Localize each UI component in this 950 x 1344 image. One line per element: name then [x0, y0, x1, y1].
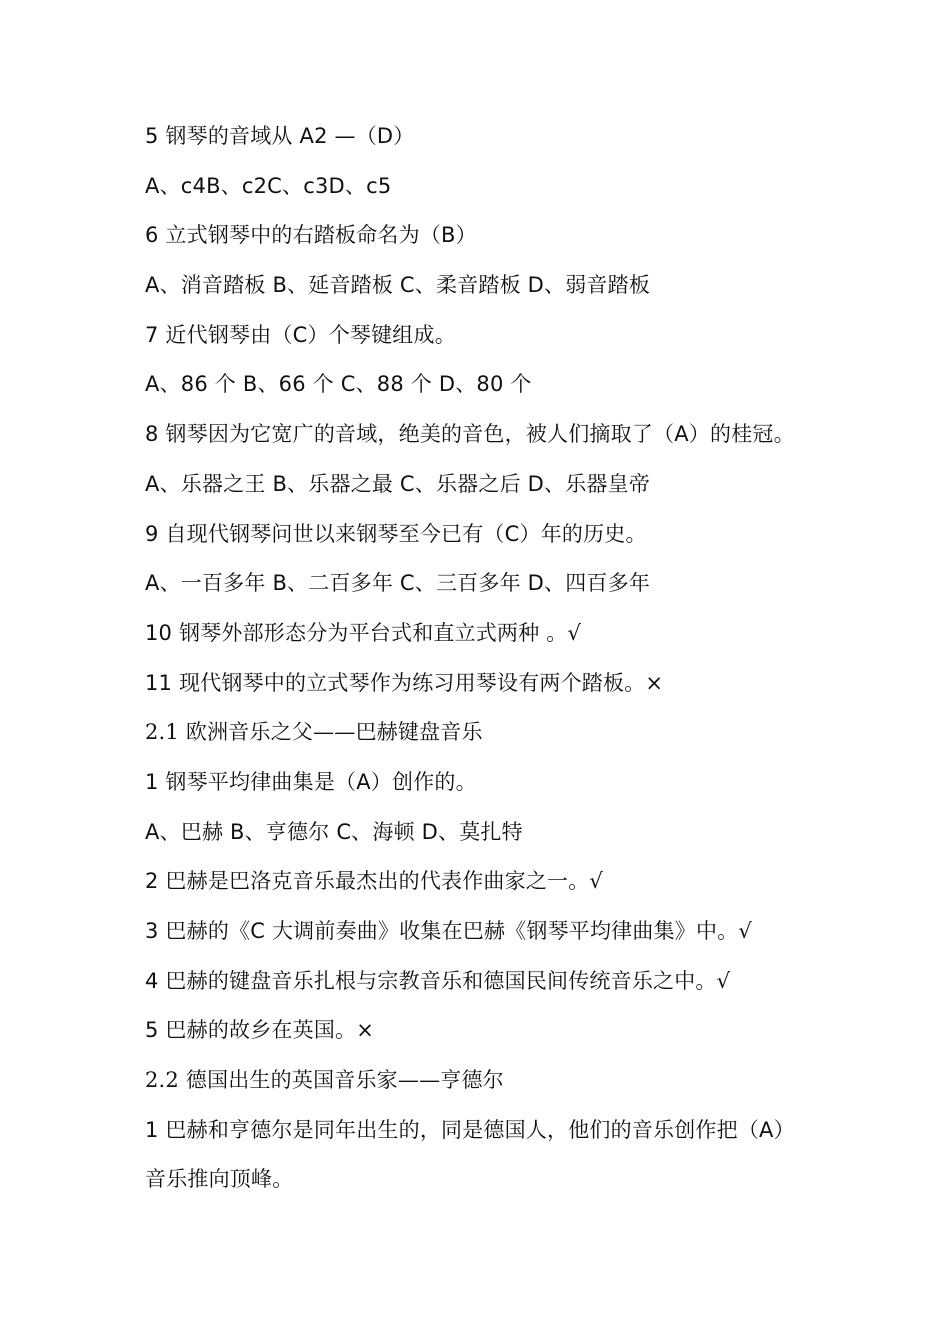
section-heading: 2.2 德国出生的英国音乐家——亨德尔: [145, 1068, 504, 1093]
question-line: 7 近代钢琴由（C）个琴键组成。: [145, 322, 456, 347]
judgment-line: 4 巴赫的键盘音乐扎根与宗教音乐和德国民间传统音乐之中。√: [145, 968, 731, 993]
options-line: A、巴赫 B、亨德尔 C、海顿 D、莫扎特: [145, 819, 523, 844]
options-line: A、乐器之王 B、乐器之最 C、乐器之后 D、乐器皇帝: [145, 471, 651, 496]
section-heading: 2.1 欧洲音乐之父——巴赫键盘音乐: [145, 720, 483, 745]
question-line: 5 钢琴的音域从 A2 —（D）: [145, 124, 415, 148]
options-line: A、86 个 B、66 个 C、88 个 D、80 个: [145, 372, 532, 397]
question-line: 1 钢琴平均律曲集是（A）创作的。: [145, 769, 477, 794]
judgment-line: 11 现代钢琴中的立式琴作为练习用琴设有两个踏板。×: [145, 670, 664, 695]
options-line: A、c4B、c2C、c3D、c5: [145, 173, 392, 198]
judgment-line: 10 钢琴外部形态分为平台式和直立式两种 。√: [145, 620, 582, 645]
question-line: 1 巴赫和亨德尔是同年出生的，同是德国人，他们的音乐创作把（A）: [145, 1117, 795, 1142]
document-body: [145, 116, 845, 1209]
judgment-line: 2 巴赫是巴洛克音乐最杰出的代表作曲家之一。√: [145, 869, 604, 894]
options-line: A、消音踏板 B、延音踏板 C、柔音踏板 D、弱音踏板: [145, 273, 651, 298]
options-line: A、一百多年 B、二百多年 C、三百多年 D、四百多年: [145, 571, 651, 596]
question-line: 6 立式钢琴中的右踏板命名为（B）: [145, 223, 477, 248]
question-continuation-line: 音乐推向顶峰。: [145, 1167, 294, 1192]
question-line: 9 自现代钢琴问世以来钢琴至今已有（C）年的历史。: [145, 521, 647, 546]
judgment-line: 5 巴赫的故乡在英国。×: [145, 1018, 375, 1043]
question-line: 8 钢琴因为它宽广的音域，绝美的音色，被人们摘取了（A）的桂冠。: [145, 422, 795, 447]
judgment-line: 3 巴赫的《C 大调前奏曲》收集在巴赫《钢琴平均律曲集》中。√: [145, 919, 752, 943]
